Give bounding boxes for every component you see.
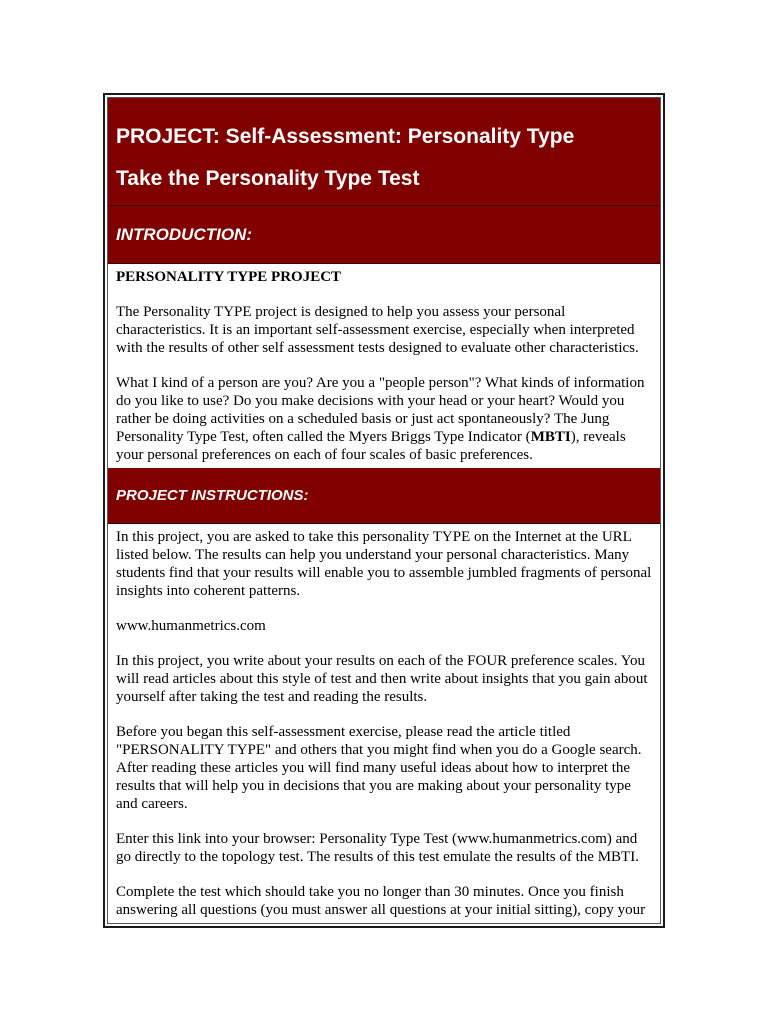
page-title: PROJECT: Self-Assessment: Personality Type [116, 125, 575, 148]
instructions-paragraph-2: In this project, you write about your results on each of the FOUR preference scales. You will read articles about this style of test and then write about insights that you gain about yourself after taking the test and reading the results. [116, 653, 648, 705]
introduction-paragraph-2 [116, 374, 652, 464]
title-banner [108, 98, 660, 206]
document-table [107, 97, 661, 924]
instructions-paragraph-1: In this project, you are asked to take this personality TYPE on the Internet at the URL listed below. The results can help you understand your personal characteristics. Many students find that your results will enable you to assemble jumbled fragments of personal insights into coherent patterns. [116, 529, 652, 599]
introduction-body [108, 264, 660, 468]
instructions-url: www.humanmetrics.com [116, 618, 266, 634]
instructions-paragraph-5: Complete the test which should take you no longer than 30 minutes. Once you finish answering all questions (you must answer all questions at your initial sitting), copy your [116, 884, 646, 918]
introduction-paragraph-2-end: ), reveals your personal preferences on each of four scales of basic preferences. [116, 429, 626, 463]
instructions-body [108, 524, 660, 924]
page-subtitle: Take the Personality Type Test [116, 167, 420, 190]
introduction-heading: PERSONALITY TYPE PROJECT [116, 269, 342, 285]
introduction-paragraph-1: The Personality TYPE project is designed to help you assess your personal characteristics. It is an important self-assessment exercise, especially when interpreted with the results of other self assessment tests designed to evaluate other characteristics. [116, 304, 639, 356]
instructions-paragraph-4: Enter this link into your browser: Personality Type Test (www.humanmetrics.com) and go directly to the topology test. The results of this test emulate the results of the MBTI. [116, 831, 639, 865]
instructions-paragraph-3: Before you began this self-assessment exercise, please read the article titled "PERSONALITY TYPE" and others that you might find when you do a Google search. After reading these articles you will find many useful ideas about how to interpret the results that will help you in decisions that you are making about your personality type and careers. [116, 724, 642, 812]
introduction-paragraph-2-text: What I kind of a person are you? Are you a "people person"? What kinds of information do you like to use? Do you make decisions with your head or your heart? Would you rather be doing activities on a scheduled basis or just act spontaneously? The Jung Personality Type Test, often called the Myers Briggs Type Indicator ( [116, 375, 645, 445]
mbti-bold: MBTI [530, 429, 571, 445]
document-frame [103, 93, 665, 928]
instructions-header: PROJECT INSTRUCTIONS: [108, 468, 660, 524]
introduction-header: INTRODUCTION: [108, 206, 660, 264]
